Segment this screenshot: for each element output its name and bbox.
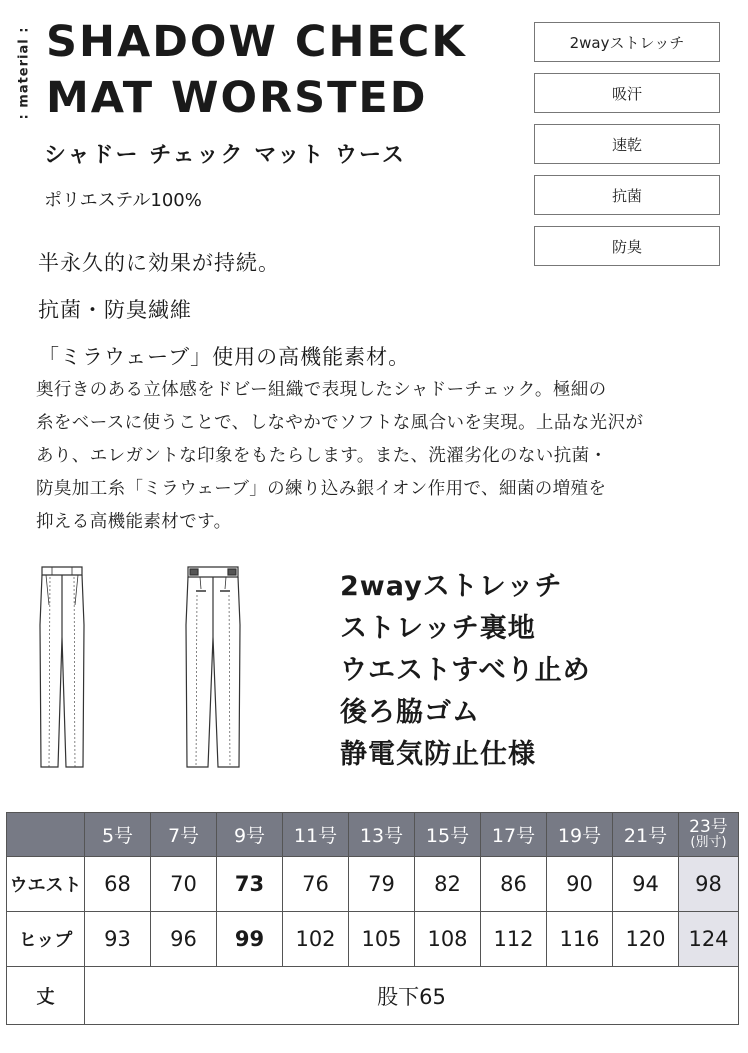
table-row-waist <box>7 857 739 912</box>
row-label: 丈 <box>7 967 85 1025</box>
fabric-title <box>46 14 467 126</box>
feature-list <box>38 240 410 381</box>
pants-front-sketch-icon <box>36 565 88 769</box>
description-line: 抑える高機能素材です。 <box>36 512 232 532</box>
row-label: ヒップ <box>7 912 85 967</box>
table-cell: 112 <box>481 912 547 967</box>
table-row-length <box>7 967 739 1025</box>
material-side-label-text: : material : <box>16 26 32 120</box>
table-cell: 99 <box>217 912 283 967</box>
spec-item: 静電気防止仕様 <box>340 739 536 770</box>
size-header-cell: 19号 <box>547 813 613 857</box>
table-cell: 68 <box>85 857 151 912</box>
size-header-cell: 5号 <box>85 813 151 857</box>
fabric-title-line-1: SHADOW CHECK <box>46 17 467 67</box>
table-cell: 108 <box>415 912 481 967</box>
table-cell: 73 <box>217 857 283 912</box>
spec-item: 2wayストレッチ <box>340 571 563 602</box>
function-tag: 2wayストレッチ <box>534 22 720 62</box>
size-header-row <box>7 813 739 857</box>
fabric-composition: ポリエステル100% <box>44 190 202 211</box>
spec-item: ウエストすべり止め <box>340 655 591 686</box>
feature-item: 「ミラウェーブ」使用の高機能素材。 <box>38 345 411 369</box>
table-row-hip <box>7 912 739 967</box>
table-cell: 93 <box>85 912 151 967</box>
material-side-label <box>4 20 44 126</box>
size-header-cell: 9号 <box>217 813 283 857</box>
feature-item: 抗菌・防臭繊維 <box>38 298 192 322</box>
table-cell: 70 <box>151 857 217 912</box>
table-cell: 98 <box>679 857 739 912</box>
description-line: 奥行きのある立体感をドビー組織で表現したシャドーチェック。極細の <box>36 380 607 400</box>
size-header-cell: 13号 <box>349 813 415 857</box>
pants-back-sketch-icon <box>180 565 246 769</box>
table-cell: 102 <box>283 912 349 967</box>
table-cell: 105 <box>349 912 415 967</box>
size-header-cell: 21号 <box>613 813 679 857</box>
fabric-description <box>36 374 726 539</box>
size-header-extra-cell <box>679 813 739 857</box>
table-cell: 79 <box>349 857 415 912</box>
table-cell: 82 <box>415 857 481 912</box>
size-header-cell: 7号 <box>151 813 217 857</box>
fabric-kana-name: シャドー チェック マット ウース <box>44 143 406 168</box>
size-header-corner <box>7 813 85 857</box>
size-header-cell: 15号 <box>415 813 481 857</box>
function-tag: 吸汗 <box>534 73 720 113</box>
function-tag-list <box>534 22 720 277</box>
extra-size-label: 23号 <box>689 817 728 837</box>
table-cell: 86 <box>481 857 547 912</box>
spec-item: 後ろ脇ゴム <box>340 697 480 728</box>
table-cell: 76 <box>283 857 349 912</box>
fabric-title-line-2: MAT WORSTED <box>46 73 428 123</box>
description-line: 糸をベースに使うことで、しなやかでソフトな風合いを実現。上品な光沢が <box>36 413 644 433</box>
spec-list <box>340 566 591 776</box>
row-label: ウエスト <box>7 857 85 912</box>
table-cell: 120 <box>613 912 679 967</box>
description-line: あり、エレガントな印象をもたらします。また、洗濯劣化のない抗菌・ <box>36 446 608 466</box>
table-cell: 94 <box>613 857 679 912</box>
table-cell: 116 <box>547 912 613 967</box>
description-line: 防臭加工糸「ミラウェーブ」の練り込み銀イオン作用で、細菌の増殖を <box>36 479 607 499</box>
function-tag: 速乾 <box>534 124 720 164</box>
function-tag: 抗菌 <box>534 175 720 215</box>
feature-item: 半永久的に効果が持続。 <box>38 251 280 275</box>
length-value-cell: 股下65 <box>85 967 739 1025</box>
function-tag: 防臭 <box>534 226 720 266</box>
table-cell: 96 <box>151 912 217 967</box>
size-table <box>6 812 739 1025</box>
size-header-cell: 17号 <box>481 813 547 857</box>
size-header-cell: 11号 <box>283 813 349 857</box>
table-cell: 124 <box>679 912 739 967</box>
table-cell: 90 <box>547 857 613 912</box>
extra-size-note: (別寸) <box>690 835 727 850</box>
spec-item: ストレッチ裏地 <box>340 613 536 644</box>
